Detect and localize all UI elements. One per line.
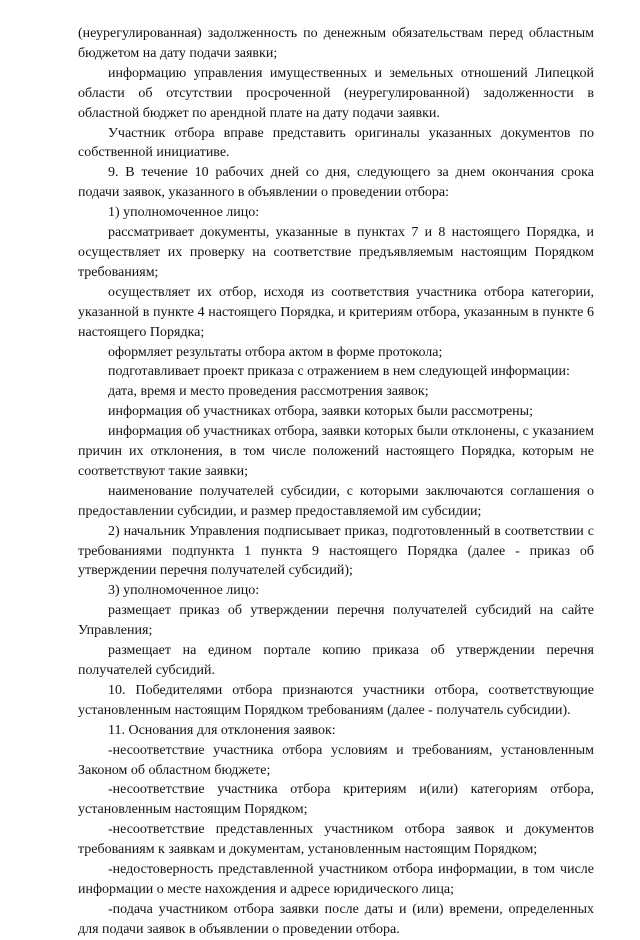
paragraph: оформляет результаты отбора актом в форме протокола; (108, 344, 443, 360)
paragraph: подготавливает проект приказа с отражением в нем следующей информации: (108, 364, 570, 380)
paragraph: -несоответствие представленных участником отбора заявок и документов требованиям к заявкам и документам, установленным настоящим Порядком; (78, 822, 594, 858)
paragraph: размещает приказ об утверждении перечня получателей субсидий на сайте Управления; (78, 603, 594, 639)
paragraph: -недостоверность представленной участником отбора информации, в том числе информации о месте нахождения и адресе юридического лица; (78, 862, 594, 897)
paragraph: -несоответствие участника отбора критериям и(или) категориям отбора, установленным настоящим Порядком; (78, 782, 594, 818)
paragraph: наименование получателей субсидии, с которыми заключаются соглашения о предоставлении субсидии, и размер предоставляемой им субсидии; (78, 483, 594, 519)
paragraph: информация об участниках отбора, заявки которых были рассмотрены; (108, 404, 533, 420)
paragraph: -несоответствие участника отбора условиям и требованиям, установленным Законом об областном бюджете; (78, 742, 594, 778)
paragraph: дата, время и место проведения рассмотрения заявок; (108, 384, 429, 400)
paragraph: рассматривает документы, указанные в пунктах 7 и 8 настоящего Порядка, и осуществляет их проверку на соответствие предъявляемым настоящим Порядком требованиям; (78, 225, 594, 280)
paragraph: информацию управления имущественных и земельных отношений Липецкой области об отсутствии просроченной (неурегулированной) задолженности в областной бюджет по арендной плате на дату подачи заявки. (78, 65, 594, 121)
paragraph: 9. В течение 10 рабочих дней со дня, следующего за днем окончания срока подачи заявок, указанного в объявлении о проведении отбора: (78, 165, 594, 201)
paragraph: 2) начальник Управления подписывает приказ, подготовленный в соответствии с требованиями подпункта 1 пункта 9 настоящего Порядка (далее - приказ об утверждении перечня получателей субсидий); (78, 523, 594, 579)
document-page (78, 24, 594, 940)
paragraph: Участник отбора вправе представить оригиналы указанных документов по собственной инициативе. (78, 125, 594, 161)
paragraph: информация об участниках отбора, заявки которых были отклонены, с указанием причин их отклонения, в том числе положений настоящего Порядка, которым не соответствуют такие заявки; (78, 424, 595, 479)
paragraph: размещает на едином портале копию приказа об утверждении перечня получателей субсидий. (78, 643, 594, 678)
paragraph: осуществляет их отбор, исходя из соответствия участника отбора категории, указанной в пункте 4 настоящего Порядка, и критериям отбора, указанным в пункте 6 настоящего Порядка; (78, 284, 594, 340)
paragraph: 10. Победителями отбора признаются участники отбора, соответствующие установленным настоящим Порядком требованиям (далее - получатель субсидии). (78, 682, 594, 718)
paragraph: 11. Основания для отклонения заявок: (108, 722, 336, 738)
paragraph: 3) уполномоченное лицо: (108, 583, 260, 599)
paragraph: (неурегулированная) задолженность по денежным обязательствам перед областным бюджетом на дату подачи заявки; (78, 26, 594, 61)
paragraph: 1) уполномоченное лицо: (108, 205, 260, 221)
paragraph: -подача участником отбора заявки после даты и (или) времени, определенных для подачи заявок в объявлении о проведении отбора. (78, 901, 594, 937)
